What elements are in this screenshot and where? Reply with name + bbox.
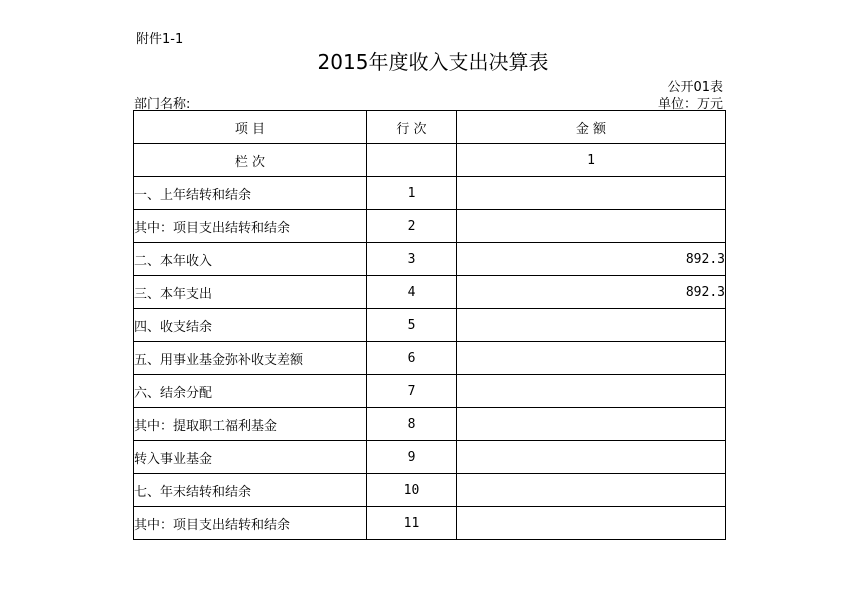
- table-row: [134, 276, 726, 309]
- row-item: 其中：项目支出结转和结余: [134, 507, 367, 540]
- row-amount: 892.3: [457, 243, 726, 276]
- unit-label: 单位：万元: [657, 97, 723, 112]
- column-row-item: 栏 次: [134, 144, 367, 177]
- table-row: [134, 210, 726, 243]
- row-amount: [457, 375, 726, 408]
- row-line: 11: [367, 507, 457, 540]
- row-item: 五、用事业基金弥补收支差额: [134, 342, 367, 375]
- row-line: 7: [367, 375, 457, 408]
- header-row: [134, 111, 726, 144]
- row-line: 9: [367, 441, 457, 474]
- row-line: 3: [367, 243, 457, 276]
- row-amount: [457, 342, 726, 375]
- table-row: [134, 441, 726, 474]
- column-number-row: [134, 144, 726, 177]
- row-amount: 892.3: [457, 276, 726, 309]
- table-row: [134, 177, 726, 210]
- table-row: [134, 375, 726, 408]
- column-row-amount: 1: [457, 144, 726, 177]
- form-code: 公开01表: [667, 80, 723, 95]
- row-line: 2: [367, 210, 457, 243]
- row-item: 其中：提取职工福利基金: [134, 408, 367, 441]
- department-label: 部门名称:: [134, 97, 191, 112]
- row-line: 6: [367, 342, 457, 375]
- row-amount: [457, 474, 726, 507]
- row-item: 六、结余分配: [134, 375, 367, 408]
- row-line: 5: [367, 309, 457, 342]
- row-item: 七、年末结转和结余: [134, 474, 367, 507]
- row-line: 8: [367, 408, 457, 441]
- row-amount: [457, 309, 726, 342]
- table-row: [134, 507, 726, 540]
- table-row: [134, 342, 726, 375]
- row-line: 10: [367, 474, 457, 507]
- income-expenditure-table: [133, 110, 726, 540]
- header-line: 行 次: [367, 111, 457, 144]
- table-row: [134, 408, 726, 441]
- header-item: 项 目: [134, 111, 367, 144]
- row-item: 四、收支结余: [134, 309, 367, 342]
- column-row-line: [367, 144, 457, 177]
- row-amount: [457, 210, 726, 243]
- row-item: 一、上年结转和结余: [134, 177, 367, 210]
- row-line: 4: [367, 276, 457, 309]
- row-amount: [457, 408, 726, 441]
- table-row: [134, 309, 726, 342]
- row-amount: [457, 441, 726, 474]
- table-row: [134, 474, 726, 507]
- header-amount: 金 额: [457, 111, 726, 144]
- row-amount: [457, 507, 726, 540]
- report-title: 2015年度收入支出决算表: [317, 50, 549, 74]
- row-line: 1: [367, 177, 457, 210]
- row-amount: [457, 177, 726, 210]
- row-item: 三、本年支出: [134, 276, 367, 309]
- row-item: 二、本年收入: [134, 243, 367, 276]
- row-item: 其中：项目支出结转和结余: [134, 210, 367, 243]
- row-item: 转入事业基金: [134, 441, 367, 474]
- attachment-label: 附件1-1: [136, 32, 184, 47]
- table-row: [134, 243, 726, 276]
